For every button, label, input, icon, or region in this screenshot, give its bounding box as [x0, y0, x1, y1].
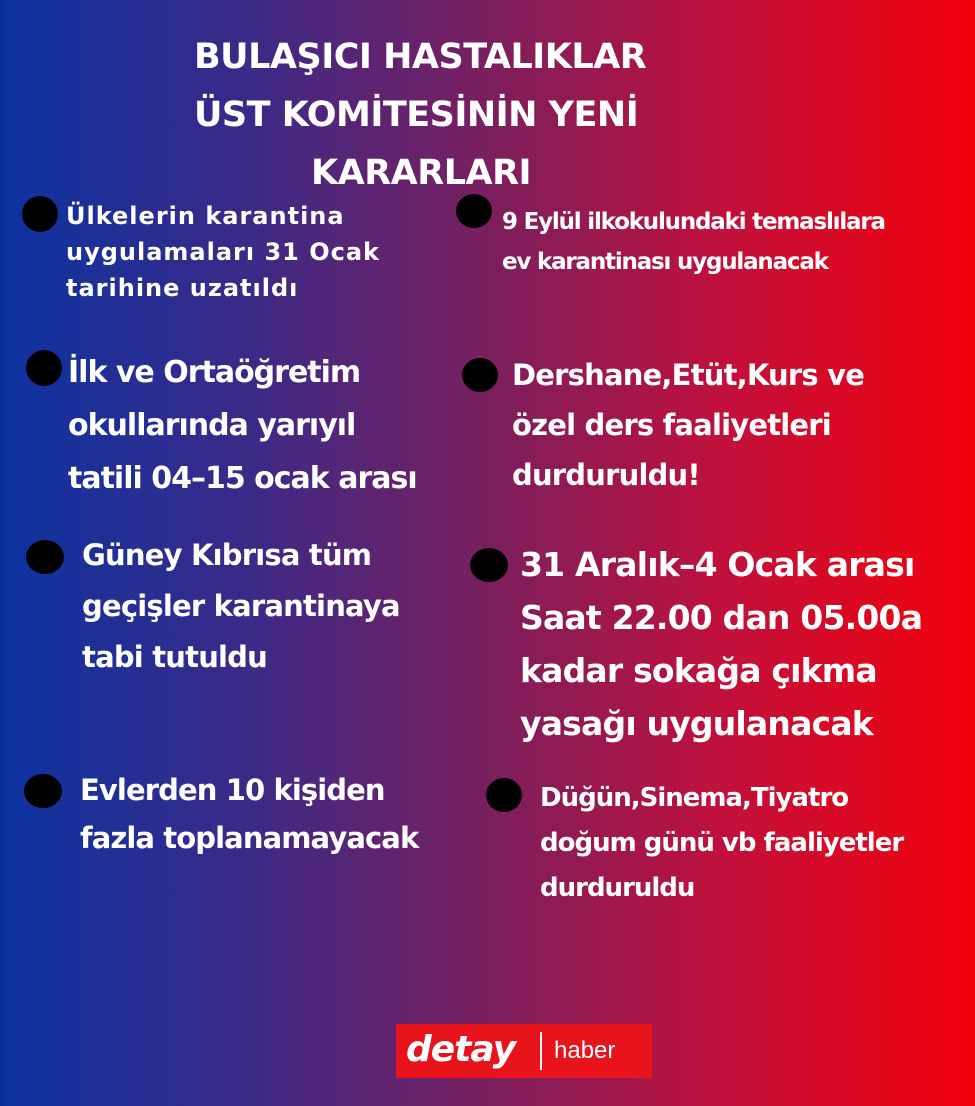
item-line: fazla toplanamayacak — [80, 821, 419, 855]
item-line: özel ders faaliyetleri — [512, 408, 831, 442]
item-line: Evlerden 10 kişiden — [80, 773, 385, 807]
bullet-icon — [26, 350, 62, 386]
bullet-icon — [462, 358, 498, 392]
item-line: geçişler karantinaya — [82, 589, 400, 623]
logo-brand-text: detay — [406, 1029, 516, 1070]
item-line: tatili 04–15 ocak arası — [68, 461, 417, 496]
decision-item-1 — [66, 198, 380, 306]
bullet-icon — [22, 196, 58, 232]
decision-item-7 — [80, 766, 418, 862]
decision-item-5 — [82, 530, 400, 683]
logo-sub-text: haber — [554, 1037, 616, 1064]
item-line: tabi tutuldu — [82, 640, 267, 674]
decision-item-6 — [520, 538, 922, 750]
item-line: 9 Eylül ilkokulundaki temaslılara — [502, 209, 885, 235]
bullet-icon — [456, 194, 492, 228]
decision-item-4 — [512, 350, 864, 500]
logo-divider — [540, 1032, 542, 1070]
item-line: Güney Kıbrısa tüm — [82, 538, 372, 572]
item-line: Düğün,Sinema,Tiyatro — [540, 783, 849, 813]
item-line: 31 Aralık–4 Ocak arası — [520, 545, 915, 584]
decision-item-3 — [68, 346, 417, 505]
item-line: Saat 22.00 dan 05.00a — [520, 598, 923, 637]
title-line-2: ÜST KOMİTESİNİN YENİ — [194, 95, 639, 135]
decision-item-8 — [540, 776, 903, 911]
item-line: yasağı uygulanacak — [520, 704, 873, 743]
bullet-icon — [470, 548, 508, 582]
item-line: uygulamaları 31 Ocak — [66, 238, 380, 266]
bullet-icon — [486, 778, 522, 812]
item-line: doğum günü vb faaliyetler — [540, 828, 904, 858]
detay-haber-logo — [396, 1024, 652, 1078]
item-line: ev karantinası uygulanacak — [502, 249, 828, 275]
bullet-icon — [24, 774, 62, 808]
item-line: okullarında yarıyıl — [68, 408, 356, 443]
item-line: durduruldu! — [512, 458, 700, 492]
page-title — [170, 28, 710, 202]
item-line: durduruldu — [540, 873, 695, 903]
item-line: İlk ve Ortaöğretim — [68, 355, 361, 390]
item-line: tarihine uzatıldı — [66, 274, 299, 302]
decision-item-2 — [502, 202, 885, 282]
title-line-3: KARARLARI — [311, 153, 532, 193]
bullet-icon — [26, 540, 64, 574]
item-line: kadar sokağa çıkma — [520, 651, 877, 690]
item-line: Ülkelerin karantina — [66, 202, 345, 230]
item-line: Dershane,Etüt,Kurs ve — [512, 358, 865, 392]
title-line-1: BULAŞICI HASTALIKLAR — [194, 37, 647, 77]
